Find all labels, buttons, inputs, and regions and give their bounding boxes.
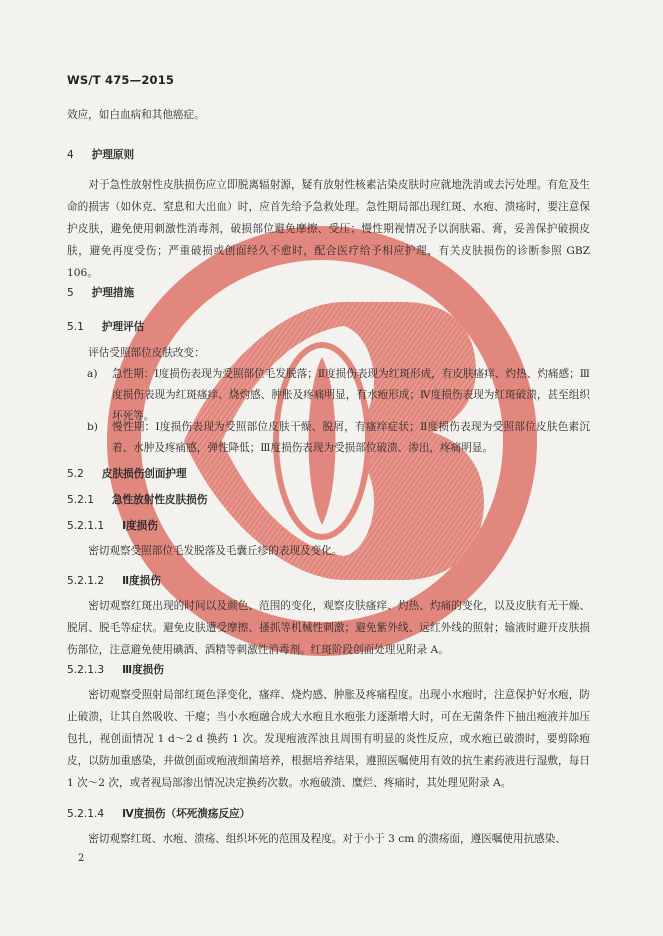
- section-title: 护理措施: [91, 287, 135, 299]
- section-number: 5.1: [67, 321, 84, 333]
- section-5-2-1-3-heading: [67, 662, 164, 678]
- section-title: 皮肤损伤创面护理: [101, 468, 187, 480]
- section-5-2-1-4-heading: [67, 806, 250, 822]
- section-title: Ⅲ度损伤: [122, 664, 164, 676]
- section-number: 5.2: [67, 468, 84, 480]
- page-number: 2: [78, 853, 85, 864]
- section-number: 5.2.1.4: [67, 808, 105, 820]
- section-number: 5: [67, 287, 74, 299]
- section-5-2-1-2-body: 密切观察红斑出现的时间以及颜色、范围的变化，观察皮肤瘙痒、灼热、灼痛的变化，以及皮肤有无干燥、脱屑、脱毛等症状。避免皮肤遭受摩擦、搔抓等机械性刺激；避免紫外线、远红外线的照射；输液时避开皮肤损伤部位，注意避免使用碘酒、酒精等刺激性消毒剂。红斑阶段创面处理见附录 A。: [67, 600, 590, 656]
- section-title: 护理原则: [91, 149, 135, 161]
- list-label: a): [87, 368, 98, 380]
- section-title: 急性放射性皮肤损伤: [111, 494, 208, 506]
- section-title: Ⅰ度损伤: [122, 520, 158, 532]
- section-number: 5.2.1.1: [67, 520, 105, 532]
- section-5-heading: [67, 285, 134, 301]
- section-number: 5.2.1: [67, 494, 94, 506]
- standard-code: WS/T 475—2015: [67, 73, 175, 87]
- list-text: 急性期：Ⅰ度损伤表现为受照部位毛发脱落；Ⅱ度损伤表现为红斑形成，有皮肤瘙痒、灼热、灼痛感；Ⅲ度损伤表现为红斑瘙痒、烧灼感、肿胀及疼痛明显，有水疱形成；Ⅳ度损伤表现为红斑破溃，甚至组织坏死等。: [112, 368, 590, 422]
- section-number: 5.2.1.2: [67, 575, 105, 587]
- section-5-2-1-2-heading: [67, 573, 161, 589]
- section-number: 5.2.1.3: [67, 664, 105, 676]
- section-5-2-1-4-body: 密切观察红斑、水疱、溃疡、组织坏死的范围及程度。对于小于 3 cm 的溃疡面，遵医嘱使用抗感染、: [88, 833, 566, 845]
- section-title: 护理评估: [101, 321, 145, 333]
- section-5-2-1-1-body: 密切观察受照部位毛发脱落及毛囊丘疹的表现及变化。: [88, 545, 343, 557]
- section-5-2-1-1-heading: [67, 518, 158, 534]
- list-item: [67, 417, 590, 459]
- list-text: 慢性期：Ⅰ度损伤表现为受照部位皮肤干燥、脱屑，有瘙痒症状；Ⅱ度损伤表现为受照部位皮肤色素沉着、水肿及疼痛感，弹性降低；Ⅲ度损伤表现为受损部位破溃、渗出，疼痛明显。: [112, 421, 590, 454]
- section-5-2-1-3-body: 密切观察受照射局部红斑色泽变化，瘙痒、烧灼感、肿胀及疼痛程度。出现小水疱时，注意保护好水疱，防止破溃，让其自然吸收、干瘪；当小水疱融合成大水疱且水疱张力逐渐增大时，可在无菌条件下抽出疱液并加压包扎，视创面情况 1 d～2 d 换药 1 次。发现疱液浑浊且周围有明显的炎性反应，或水疱已破溃时，要剪除疱皮，以防加重感染，并做创面或疱液细菌培养，根据培养结果，遵照医嘱使用有效的抗生素药液进行湿敷，每日 1 次～2 次，或者视局部渗出情况决定换药次数。水疱破溃、糜烂、疼痛时，其处理见附录 A。: [67, 689, 590, 789]
- section-5-1-intro: 评估受照部位皮肤改变：: [88, 347, 205, 359]
- list-label: b): [87, 421, 98, 433]
- section-4-heading: [67, 147, 134, 163]
- section-title: Ⅳ度损伤（坏死溃疡反应）: [122, 808, 251, 820]
- section-5-2-1-heading: [67, 492, 207, 508]
- paragraph-continuation: 效应，如白血病和其他癌症。: [67, 109, 205, 121]
- section-title: Ⅱ度损伤: [122, 575, 161, 587]
- section-5-1-heading: [67, 319, 144, 335]
- section-5-2-heading: [67, 466, 187, 482]
- section-number: 4: [67, 149, 74, 161]
- section-4-body: 对于急性放射性皮肤损伤应立即脱离辐射源，疑有放射性核素沾染皮肤时应就地洗消或去污处理。有危及生命的损害（如休克、窒息和大出血）时，应首先给予急救处理。急性期局部出现红斑、水疱、溃疡时，要注意保护皮肤，避免使用刺激性消毒剂，破损部位避免摩擦、受压；慢性期视情况予以润肤霜、膏，妥善保护破损皮肤，避免再度受伤；严重破损或创面经久不愈时，配合医疗给予相应护理，有关皮肤损伤的诊断参照 GBZ 106。: [67, 179, 590, 279]
